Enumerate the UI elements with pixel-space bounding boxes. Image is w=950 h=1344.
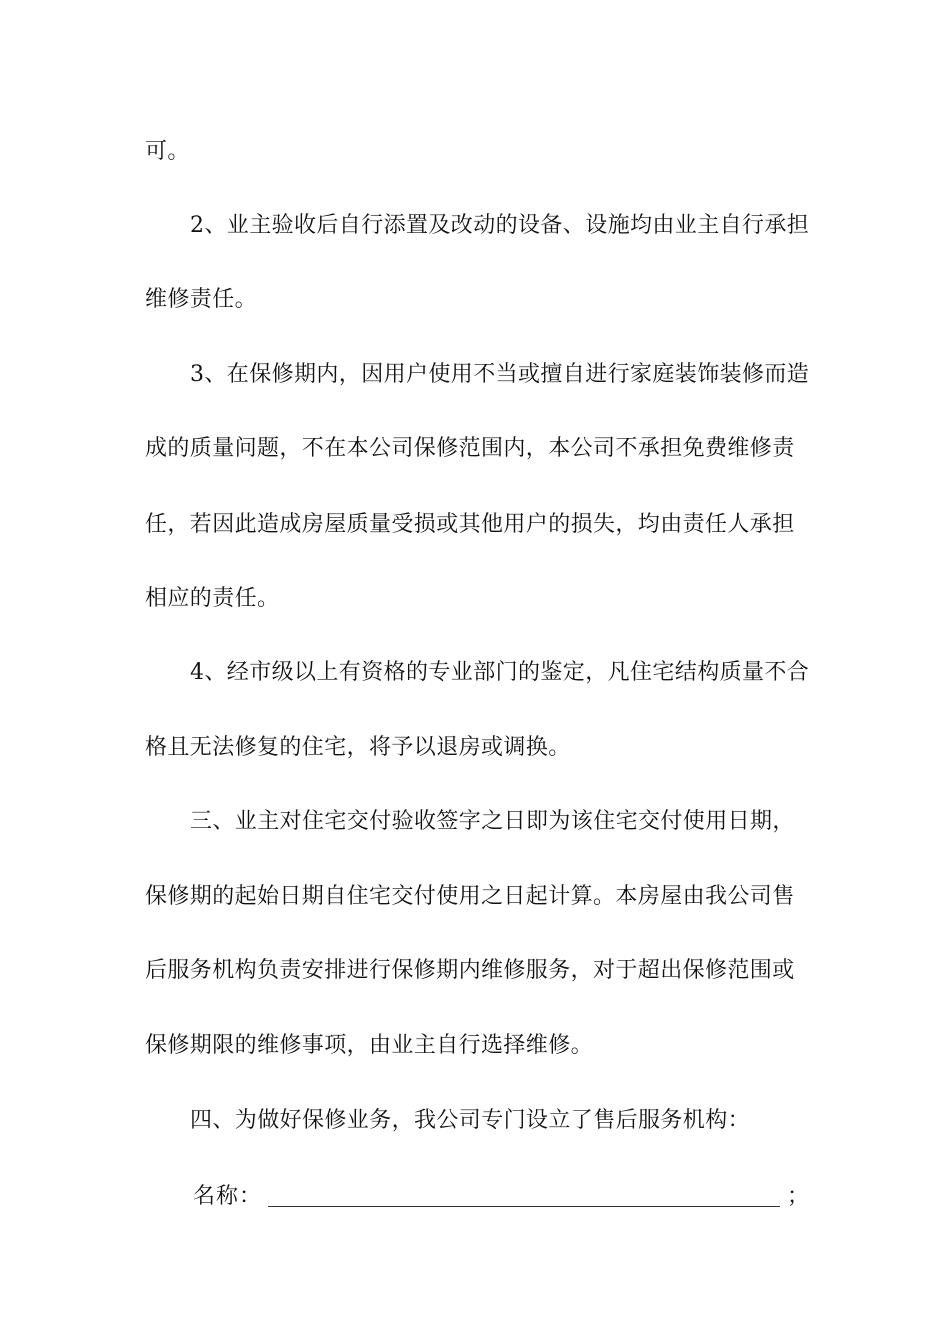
- text-line: 成的质量问题，不在本公司保修范围内，本公司不承担免费维修责: [145, 436, 795, 461]
- text-line: 后服务机构负责安排进行保修期内维修服务，对于超出保修范围或: [145, 958, 795, 983]
- text-line: 可。: [145, 139, 190, 164]
- text-line: 任，若因此造成房屋质量受损或其他用户的损失，均由责任人承担: [145, 512, 795, 537]
- text-line: 4、经市级以上有资格的专业部门的鉴定，凡住宅结构质量不合: [190, 660, 810, 685]
- text-line: 四、为做好保修业务，我公司专门设立了售后服务机构：: [190, 1108, 751, 1133]
- name-field-label: 名称：: [193, 1184, 263, 1209]
- text-line: 2、业主验收后自行添置及改动的设备、设施均由业主自行承担: [190, 213, 810, 238]
- name-field-terminator: ；: [787, 1184, 810, 1209]
- text-line: 保修期限的维修事项，由业主自行选择维修。: [145, 1033, 594, 1058]
- text-line: 格且无法修复的住宅，将予以退房或调换。: [145, 735, 571, 760]
- name-field-blank[interactable]: [268, 1182, 780, 1207]
- text-line: 三、业主对住宅交付验收签字之日即为该住宅交付使用日期，: [190, 809, 795, 834]
- text-line: 维修责任。: [145, 287, 258, 312]
- text-line: 保修期的起始日期自住宅交付使用之日起计算。本房屋由我公司售: [145, 884, 795, 909]
- text-line: 3、在保修期内，因用户使用不当或擅自进行家庭装饰装修而造: [190, 362, 810, 387]
- text-line: 相应的责任。: [145, 586, 280, 611]
